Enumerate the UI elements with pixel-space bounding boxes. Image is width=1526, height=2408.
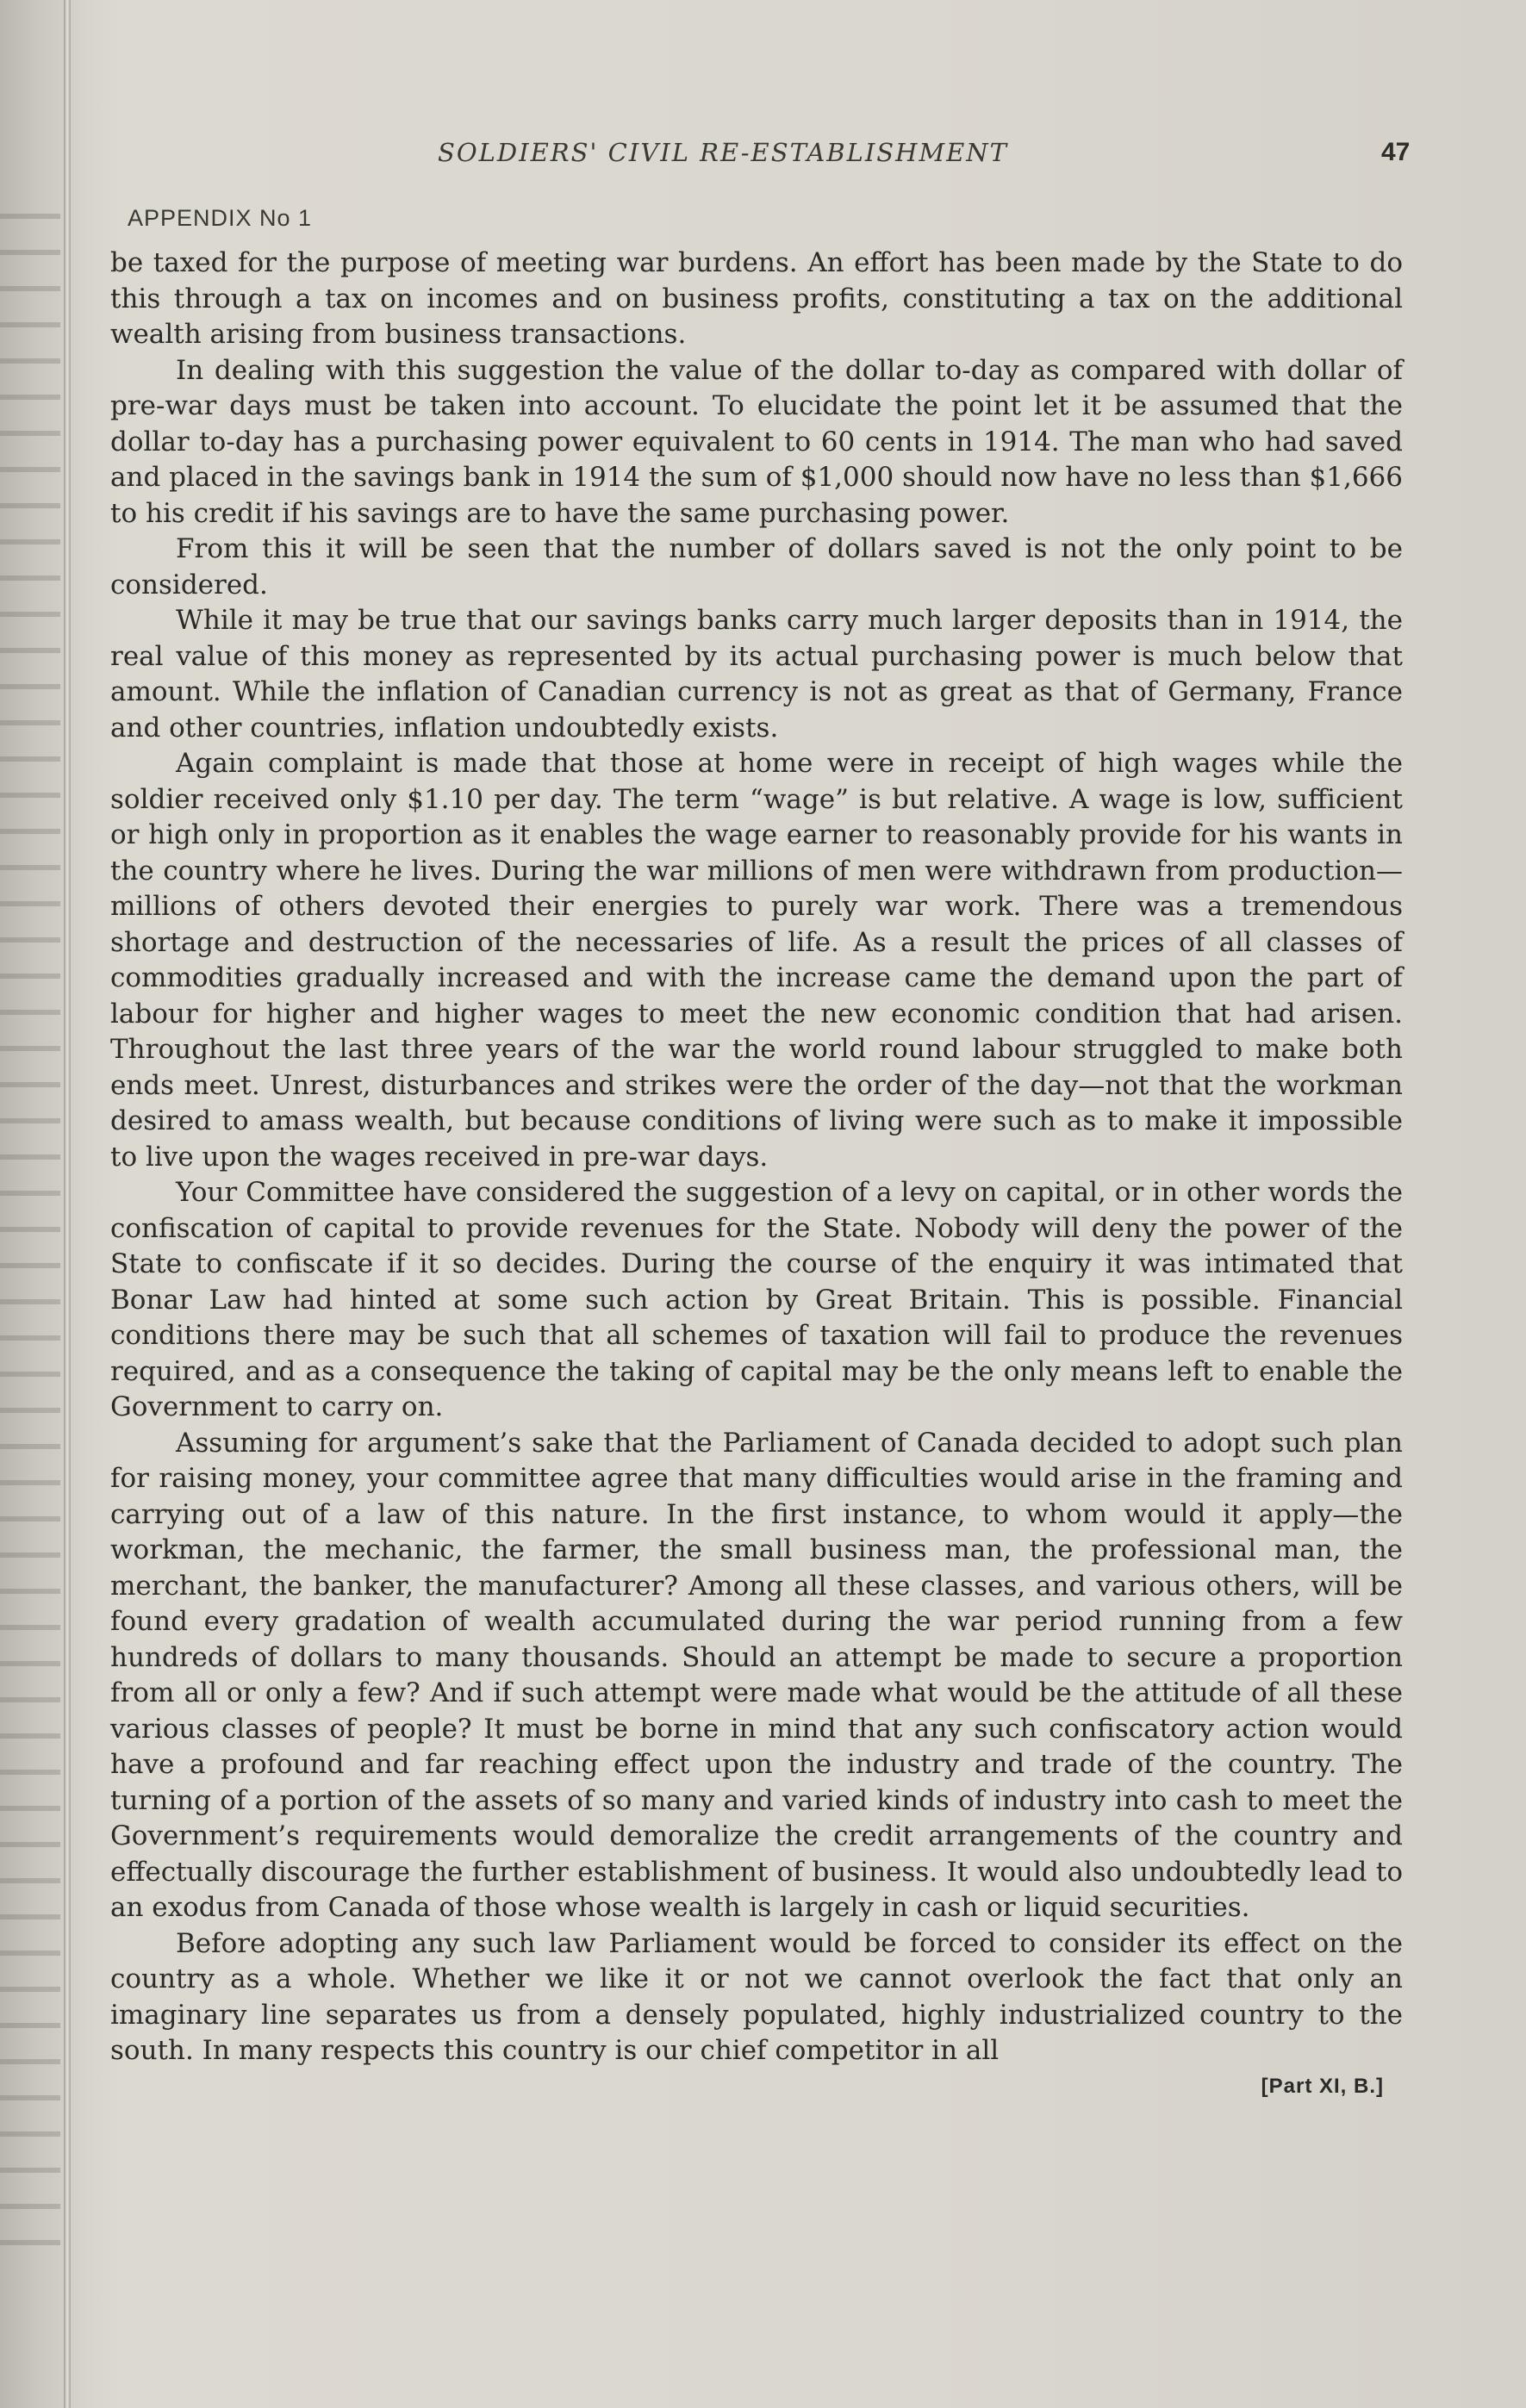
binding-gutter <box>64 0 71 2408</box>
paragraph: From this it will be seen that the number of dollars saved is not the only point to be considered. <box>110 533 1403 600</box>
appendix-label: APPENDIX No 1 <box>128 205 313 231</box>
page-number: 47 <box>1381 138 1411 166</box>
running-title: SOLDIERS' CIVIL RE-ESTABLISHMENT <box>438 138 1009 167</box>
paragraph: Your Committee have considered the suggestion of a levy on capital, or in other words the confiscation of capital to provide revenues for the State. Nobody will deny the power of the State to confiscate if it so decides. During the course of the enquiry it was intimated that Bonar Law had hinted at some such action by Great Britain. This is possible. Financial conditions there may be such that all schemes of taxation will fail to produce the revenues required, and as a consequence the taking of capital may be the only means left to enable the Government to carry on. <box>110 1177 1403 1422</box>
body-text <box>110 246 1403 2069</box>
page-content <box>110 129 1411 2099</box>
paragraph: Again complaint is made that those at home were in receipt of high wages while the soldier received only $1.10 per day. The term “wage” is but relative. A wage is low, sufficient or high only in proportion as it enables the wage earner to reasonably provide for his wants in the country where he lives. During the war millions of men were withdrawn from production—millions of others devoted their energies to purely war work. There was a tremendous shortage and destruction of the necessaries of life. As a result the prices of all classes of commodities gradually increased and with the increase came the demand upon the part of labour for higher and higher wages to meet the new economic condition that had arisen. Throughout the last three years of the war the world round labour struggled to make both ends meet. Unrest, disturbances and strikes were the order of the day—not that the workman desired to amass wealth, but because conditions of living were such as to make it impossible to live upon the wages received in pre-war days. <box>110 748 1403 1173</box>
signature-mark: [Part XI, B.] <box>1261 2074 1384 2098</box>
paragraph: Before adopting any such law Parliament would be forced to consider its effect on the country as a whole. Whether we like it or not we cannot overlook the fact that only an imaginary line separates us from a densely populated, highly industrialized country to the south. In many respects this country is our chief competitor in all <box>110 1927 1403 2066</box>
paragraph: While it may be true that our savings banks carry much larger deposits than in 1914, the real value of this money as represented by its actual purchasing power is much below that amount. While the inflation of Canadian currency is not as great as that of Germany, France and other countries, inflation undoubtedly exists. <box>110 605 1403 744</box>
facing-page-bleed <box>0 190 60 2274</box>
running-head <box>110 129 1411 181</box>
paragraph-continued: be taxed for the purpose of meeting war burdens. An effort has been made by the State to do this through a tax on incomes and on business profits, constituting a tax on the additional wealth arising from business transactions. <box>110 247 1403 350</box>
paragraph: Assuming for argument’s sake that the Parliament of Canada decided to adopt such plan for raising money, your committee agree that many difficulties would arise in the framing and carrying out of a law of this nature. In the first instance, to whom would it apply—the workman, the mechanic, the farmer, the small business man, the professional man, the merchant, the banker, the manufacturer? Among all these classes, and various others, will be found every gradation of wealth accumulated during the war period running from a few hundreds of dollars to many thousands. Should an attempt be made to secure a proportion from all or only a few? And if such attempt were made what would be the attitude of all these various classes of people? It must be borne in mind that any such confiscatory action would have a profound and far reaching effect upon the industry and trade of the country. The turning of a portion of the assets of so many and varied kinds of industry into cash to meet the Government’s requirements would demoralize the credit arrangements of the country and effectually discourage the further establishment of business. It would also undoubtedly lead to an exodus from Canada of those whose wealth is largely in cash or liquid securities. <box>110 1427 1403 1923</box>
paragraph: In dealing with this suggestion the value of the dollar to-day as compared with dollar of pre-war days must be taken into account. To elucidate the point let it be assumed that the dollar to-day has a purchasing power equivalent to 60 cents in 1914. The man who had saved and placed in the savings bank in 1914 the sum of $1,000 should now have no less than $1,666 to his credit if his savings are to have the same purchasing power. <box>110 354 1403 529</box>
